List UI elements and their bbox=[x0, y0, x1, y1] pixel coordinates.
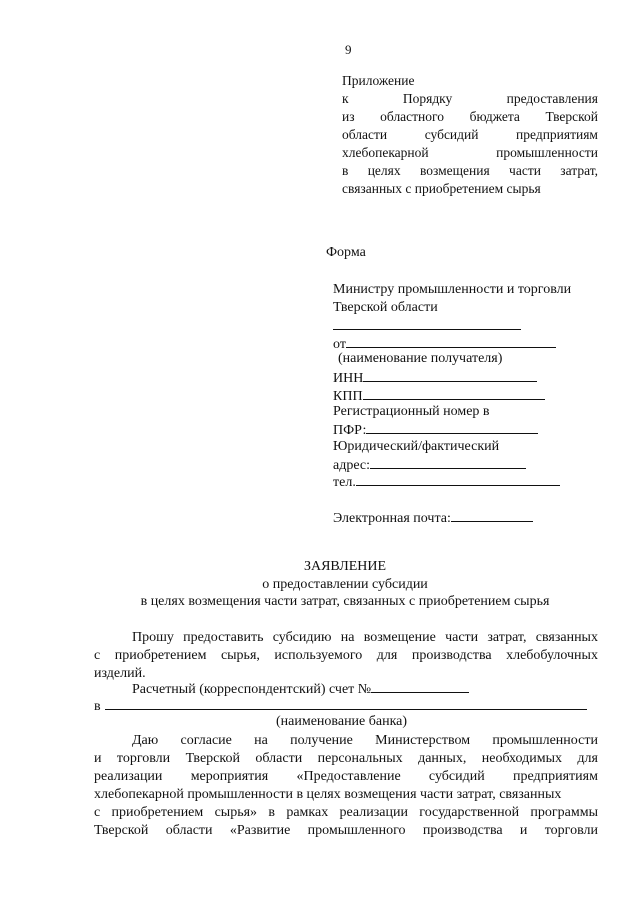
consent-word: «Предоставление bbox=[296, 769, 401, 784]
request-word: связанных bbox=[535, 630, 598, 645]
appendix-word: области bbox=[342, 127, 388, 142]
address-label2: адрес: bbox=[333, 458, 371, 473]
appendix-line bbox=[342, 108, 598, 126]
appendix-word: предприятиям bbox=[516, 127, 598, 142]
appendix-word: затрат, bbox=[560, 163, 598, 178]
appendix-line bbox=[342, 90, 598, 108]
consent-word: и bbox=[94, 751, 102, 766]
consent-word: приобретением bbox=[111, 805, 204, 820]
appendix-line bbox=[342, 126, 598, 144]
phone-field bbox=[333, 473, 560, 491]
consent-word: персональных bbox=[317, 751, 403, 766]
consent-word: Тверской bbox=[94, 823, 149, 838]
recipient-caption: (наименование получателя) bbox=[338, 351, 503, 366]
request-line bbox=[94, 629, 598, 647]
request-word: изделий. bbox=[94, 666, 146, 681]
request-word: с bbox=[94, 648, 101, 663]
statement-subtitle2: в целях возмещения части затрат, связанных с приобретением сырья bbox=[140, 594, 550, 609]
addressee-blank-line bbox=[333, 329, 521, 330]
consent-word: в bbox=[268, 805, 275, 820]
inn-field bbox=[333, 369, 537, 387]
kpp-field bbox=[333, 387, 545, 405]
request-line bbox=[94, 647, 598, 665]
account-field bbox=[132, 680, 469, 698]
phone-blank bbox=[356, 473, 560, 486]
appendix-word: субсидий bbox=[424, 127, 479, 142]
consent-word: области bbox=[165, 823, 213, 838]
consent-word: согласие bbox=[180, 733, 232, 748]
consent-word: сырья» bbox=[214, 805, 258, 820]
request-word: сырья, bbox=[220, 648, 260, 663]
request-word: на bbox=[340, 630, 355, 645]
consent-word: необходимых bbox=[481, 751, 562, 766]
account-blank bbox=[371, 680, 469, 693]
phone-label: тел. bbox=[333, 475, 356, 490]
statement-title: ЗАЯВЛЕНИЕ bbox=[303, 559, 387, 574]
consent-line bbox=[94, 750, 598, 768]
address-label: Юридический/фактический bbox=[333, 439, 500, 454]
request-word: предоставить bbox=[183, 630, 264, 645]
from-blank bbox=[346, 335, 556, 348]
consent-word: Министерством bbox=[375, 733, 471, 748]
request-word: приобретением bbox=[114, 648, 207, 663]
address-field bbox=[333, 456, 526, 474]
consent-word: получение bbox=[290, 733, 353, 748]
appendix-line bbox=[342, 162, 598, 180]
appendix-word: хлебопекарной bbox=[342, 145, 429, 160]
appendix-line bbox=[342, 72, 598, 90]
consent-word: промышленного bbox=[307, 823, 406, 838]
appendix-line bbox=[342, 180, 598, 198]
consent-word: производства bbox=[422, 823, 503, 838]
consent-word: области bbox=[255, 751, 303, 766]
appendix-word: из bbox=[342, 109, 355, 124]
addressee-line1: Министру промышленности и торговли bbox=[333, 282, 572, 297]
consent-word: реализации bbox=[94, 769, 163, 784]
consent-word: хлебопекарной промышленности в целях возмещения части затрат, связанных bbox=[94, 787, 562, 802]
consent-word: предприятиям bbox=[512, 769, 598, 784]
consent-word: государственной bbox=[419, 805, 520, 820]
request-word: части bbox=[445, 630, 479, 645]
request-word: затрат, bbox=[487, 630, 527, 645]
account-label: Расчетный (корреспондентский) счет № bbox=[132, 682, 372, 697]
page-number: 9 bbox=[345, 42, 352, 57]
consent-word: субсидий bbox=[428, 769, 485, 784]
appendix-word: предоставления bbox=[506, 91, 598, 106]
addressee-line2: Тверской области bbox=[333, 300, 438, 315]
address-blank bbox=[370, 456, 526, 469]
appendix-word: возмещения bbox=[419, 163, 490, 178]
consent-line bbox=[94, 732, 598, 750]
consent-word: Даю bbox=[132, 733, 159, 748]
pfr-field bbox=[333, 421, 538, 439]
bank-in-label: в bbox=[94, 699, 101, 714]
request-paragraph bbox=[94, 629, 598, 683]
email-blank bbox=[451, 509, 533, 522]
appendix-word: части bbox=[509, 163, 541, 178]
consent-word: промышленности bbox=[492, 733, 598, 748]
kpp-blank bbox=[363, 387, 545, 400]
consent-word: с bbox=[94, 805, 101, 820]
consent-word: «Развитие bbox=[229, 823, 291, 838]
consent-word: Тверской bbox=[185, 751, 240, 766]
request-word: производства bbox=[411, 648, 492, 663]
consent-line bbox=[94, 804, 598, 822]
appendix-word: бюджета bbox=[469, 109, 520, 124]
request-word: возмещение bbox=[363, 630, 436, 645]
consent-word: программы bbox=[530, 805, 598, 820]
appendix-word: промышленности bbox=[496, 145, 598, 160]
appendix-word: Порядку bbox=[402, 91, 453, 106]
request-word: для bbox=[376, 648, 398, 663]
inn-label: ИНН bbox=[333, 371, 364, 386]
pfr-label: ПФР: bbox=[333, 423, 367, 438]
inn-blank bbox=[363, 369, 537, 382]
bank-field bbox=[94, 697, 587, 715]
pfr-blank bbox=[366, 421, 538, 434]
consent-line bbox=[94, 822, 598, 840]
request-word: Прошу bbox=[132, 630, 174, 645]
consent-word: для bbox=[577, 751, 598, 766]
email-label: Электронная почта: bbox=[333, 511, 451, 526]
bank-caption: (наименование банка) bbox=[276, 714, 408, 729]
from-label: от bbox=[333, 337, 346, 352]
consent-word: реализации bbox=[339, 805, 408, 820]
appendix-word: целях bbox=[367, 163, 401, 178]
form-label: Форма bbox=[326, 245, 366, 260]
consent-line bbox=[94, 768, 598, 786]
consent-line bbox=[94, 786, 598, 804]
appendix-word: областного bbox=[380, 109, 444, 124]
statement-subtitle1: о предоставлении субсидии bbox=[262, 577, 428, 592]
consent-paragraph bbox=[94, 732, 598, 840]
kpp-label: КПП bbox=[333, 389, 363, 404]
appendix-word: в bbox=[342, 163, 349, 178]
appendix-word: Приложение bbox=[342, 73, 415, 88]
reg-label: Регистрационный номер в bbox=[333, 404, 490, 419]
consent-word: торговли bbox=[116, 751, 171, 766]
email-field bbox=[333, 509, 533, 527]
appendix-line bbox=[342, 144, 598, 162]
consent-word: данных, bbox=[418, 751, 467, 766]
consent-word: мероприятия bbox=[190, 769, 269, 784]
appendix-word: к bbox=[342, 91, 349, 106]
consent-word: и bbox=[519, 823, 528, 838]
appendix-word: связанных с приобретением сырья bbox=[342, 181, 541, 196]
consent-word: рамках bbox=[286, 805, 329, 820]
appendix-block bbox=[342, 72, 598, 198]
consent-word: на bbox=[254, 733, 268, 748]
consent-word: торговли bbox=[544, 823, 598, 838]
request-word: субсидию bbox=[272, 630, 332, 645]
request-word: используемого bbox=[274, 648, 363, 663]
request-word: хлебобулочных bbox=[506, 648, 598, 663]
appendix-word: Тверской bbox=[545, 109, 598, 124]
bank-blank bbox=[105, 697, 587, 710]
